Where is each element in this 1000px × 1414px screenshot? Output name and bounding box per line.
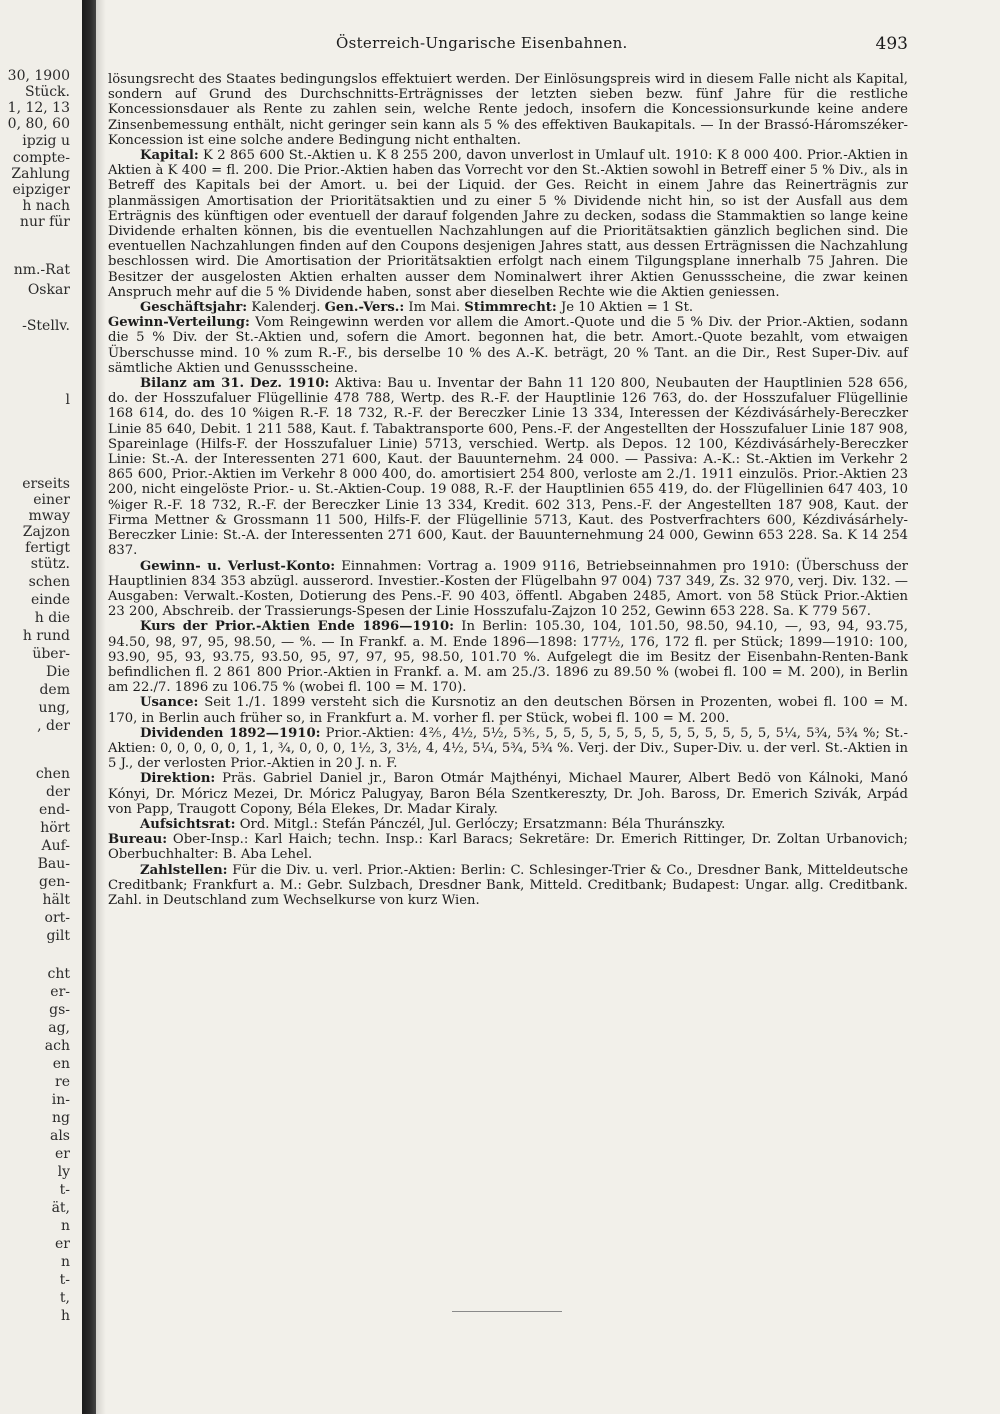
margin-fragment: -Stellv. bbox=[22, 318, 70, 334]
margin-fragment: 30, 1900 bbox=[7, 68, 70, 84]
margin-fragment: schen bbox=[28, 574, 70, 590]
margin-fragment: mway bbox=[28, 508, 70, 524]
margin-fragment: stütz. bbox=[30, 556, 70, 572]
margin-fragment: ag, bbox=[48, 1020, 70, 1036]
margin-fragment: compte- bbox=[12, 150, 70, 166]
margin-fragment: hält bbox=[42, 892, 70, 908]
margin-fragment: ung, bbox=[38, 700, 70, 716]
margin-fragment: Stück. bbox=[24, 84, 70, 100]
margin-fragment: Auf- bbox=[41, 838, 70, 854]
dividends-section: Dividenden 1892—1910: Prior.-Aktien: 4⅖, 4½, 5½, 5⅗, 5, 5, 5, 5, 5, 5, 5, 5, 5, 5, 5, 5, 5, 5¼, 5¾, 5¾ %; St.-Aktien: 0, 0, 0, 0, 0, 1, 1, ¾, 0, 0, 0, 1½, 3, 3½, 4, 4½, 5¼, 5¾, 5¾ %. Verj. der Div., Super-Div. u. der verl. St.-Aktien in 5 J., der verlosten Prior.-Aktien in 20 J. n. F. bbox=[108, 725, 909, 772]
page-header bbox=[108, 34, 908, 56]
margin-fragment: 0, 80, 60 bbox=[7, 116, 70, 132]
margin-fragment: Oskar bbox=[27, 282, 70, 298]
running-title: Österreich-Ungarische Eisenbahnen. bbox=[336, 34, 628, 52]
margin-fragment: nur für bbox=[19, 214, 70, 230]
board-section: Direktion: Präs. Gabriel Daniel jr., Baron Otmár Majthényi, Michael Maurer, Albert Bedö von Kálnoki, Manó Kónyi, Dr. Móricz Mezei, Dr. Móricz Palugyay, Baron Béla Szentkereszty, Dr. Joh. Baross, Dr. Emerich Szivák, Arpád von Papp, Traugott Copony, Béla Elekes, Dr. Madar Kiraly. bbox=[108, 771, 908, 817]
margin-fragment: Die bbox=[46, 664, 70, 680]
margin-fragment: h nach bbox=[22, 198, 70, 214]
margin-fragment: hört bbox=[40, 820, 70, 836]
margin-fragment: re bbox=[55, 1074, 70, 1090]
section-label: Aufsichtsrat: bbox=[140, 816, 236, 832]
usance-section: Usance: Seit 1./1. 1899 versteht sich die Kursnotiz an den deutschen Börsen in Prozenten, wobei fl. 100 = M. 170, in Berlin auch früher so, in Frankfurt a. M. vorher fl. per Stück, wobei fl. 100 = M. 200. bbox=[108, 695, 908, 726]
margin-fragment: er- bbox=[50, 984, 70, 1000]
margin-fragment: , der bbox=[37, 718, 70, 734]
gutter-shadow bbox=[96, 0, 106, 1414]
margin-fragment: ly bbox=[57, 1164, 70, 1180]
business-year-section: Geschäftsjahr: Kalenderj. Gen.-Vers.: Im Mai. Stimmrecht: Je 10 Aktien = 1 St. bbox=[140, 300, 694, 316]
section-label: Gewinn- u. Verlust-Konto: bbox=[140, 558, 336, 574]
margin-fragment: nm.-Rat bbox=[13, 262, 70, 278]
section-label: Kurs der Prior.-Aktien Ende 1896—1910: bbox=[140, 619, 454, 635]
margin-fragment: über- bbox=[32, 646, 70, 662]
margin-fragment: ät, bbox=[51, 1200, 70, 1216]
section-label: Bureau: bbox=[108, 832, 168, 848]
margin-fragment: gen- bbox=[39, 874, 70, 890]
section-label: Dividenden 1892—1910: bbox=[140, 725, 321, 741]
margin-fragment: end- bbox=[39, 802, 70, 818]
margin-fragment: Zahlung bbox=[11, 166, 70, 182]
capital-section: Kapital: K 2 865 600 St.-Aktien u. K 8 255 200, davon unverlost in Umlauf ult. 1910: K 8 000 400. Prior.-Aktien in Aktien à K 400 = fl. 200. Die Prior.-Aktien haben das Vorrecht vor den St.-Aktien sowohl in Betreff einer 5 % Div., als in Betreff des Kapitals bei der Amort. u. bei der Liquid. der Ges. Reicht in einem Jahre das Reinerträgnis zur planmässigen Amortisation der Prioritätsaktien und zu einer 5 % Dividende nicht hin, so ist der Ausfall aus dem Erträgnis des künftigen oder eventuell der darauf folgenden Jahre zu decken, sodass die Stammaktien so lange keine Dividende erhalten können, bis die eventuellen Nachzahlungen auf die Prioritätsaktien gänzlich beglichen sind. Die eventuellen Nachzahlungen finden auf den Coupons desjenigen Jahres statt, aus dessen Erträgnissen die Nachzahlung beschlossen wird. Die Amortisation der Prioritätsaktien erfolgt nach einem Tilgungsplane innerhalb 75 Jahren. Die Besitzer der ausgelosten Aktien erhalten ausser dem Nominalwert ihrer Aktien Genussscheine, die zwar keinen Anspruch mehr auf die 5 % Dividende haben, sonst aber dieselben Rechte wie die Aktien geniessen. bbox=[108, 148, 908, 300]
margin-fragment: einer bbox=[33, 492, 70, 508]
margin-fragment: h bbox=[60, 1308, 70, 1324]
margin-fragment: t- bbox=[59, 1182, 70, 1198]
margin-fragment: er bbox=[55, 1236, 70, 1252]
section-label: Geschäftsjahr: bbox=[140, 300, 248, 316]
margin-fragment: 1, 12, 13 bbox=[7, 100, 70, 116]
margin-fragment: ipzig u bbox=[22, 133, 70, 149]
margin-fragment: n bbox=[60, 1254, 70, 1270]
section-label: Direktion: bbox=[140, 771, 216, 787]
page-body bbox=[108, 72, 908, 908]
margin-fragment: chen bbox=[35, 766, 70, 782]
margin-fragment: in- bbox=[51, 1092, 70, 1108]
supervisory-board-section: Aufsichtsrat: Ord. Mitgl.: Stefán Pánczél, Jul. Gerlóczy; Ersatzmann: Béla Thuránszky. bbox=[140, 816, 726, 832]
section-label: Gewinn-Verteilung: bbox=[108, 315, 250, 331]
margin-fragment: gilt bbox=[46, 928, 70, 944]
previous-page-margin bbox=[0, 0, 82, 1414]
margin-fragment: als bbox=[49, 1128, 70, 1144]
paying-agents-section: Zahlstellen: Für die Div. u. verl. Prior.-Aktien: Berlin: C. Schlesinger-Trier & Co., Dresdner Bank, Mitteldeutsche Creditbank; Frankfurt a. M.: Gebr. Sulzbach, Dresdner Bank, Mitteld. Creditbank; Budapest: Ungar. allg. Creditbank. Zahl. in Deutschland zum Wechselkurse von kurz Wien. bbox=[108, 862, 908, 908]
margin-fragment: Zajzon bbox=[22, 524, 70, 540]
margin-fragment: der bbox=[46, 784, 70, 800]
profit-loss-section: Gewinn- u. Verlust-Konto: Einnahmen: Vortrag a. 1909 9116, Betriebseinnahmen pro 1910: (Überschuss der Hauptlinien 834 353 abzügl. ausserord. Investier.-Kosten der Flügelbahn 97 004) 737 349, Zs. 32 970, verj. Div. 132. — Ausgaben: Verwalt.-Kosten, Dotierung des Pens.-F. 90 403, öffentl. Abgaben 2485, Amort. von 58 Stück Prior.-Aktien 23 200, Abschreib. der Trassierungs-Spesen der Linie Hosszufalu-Zajzon 10 252, Gewinn 653 228. Sa. K 779 567. bbox=[108, 558, 908, 620]
office-section: Bureau: Ober-Insp.: Karl Haich; techn. Insp.: Karl Baracs; Sekretäre: Dr. Emerich Rittinger, Dr. Zoltan Urbanovich; Oberbuchhalter: B. Aba Lehel. bbox=[108, 832, 908, 863]
section-label: Zahlstellen: bbox=[140, 862, 228, 878]
share-price-section: Kurs der Prior.-Aktien Ende 1896—1910: In Berlin: 105.30, 104, 101.50, 98.50, 94.10, —, 93, 94, 93.75, 94.50, 98, 97, 95, 98.50, — %. — In Frankf. a. M. Ende 1896—1898: 177½, 176, 172 fl. per Stück; 1899—1910: 100, 93.90, 95, 93, 93.75, 93.50, 95, 97, 97, 95, 98.50, 101.70 %. Aufgelegt die im Besitz der Eisenbahn-Renten-Bank befindlichen fl. 2 861 800 Prior.-Aktien in Frankf. a. M. am 25./3. 1896 zu 89.50 % (wobei fl. 100 = M. 200), in Berlin am 22./7. 1896 zu 106.75 % (wobei fl. 100 = M. 170). bbox=[108, 619, 908, 696]
margin-fragment: n bbox=[60, 1218, 70, 1234]
margin-fragment: erseits bbox=[22, 476, 70, 492]
section-label: Gen.-Vers.: bbox=[324, 300, 405, 316]
margin-fragment: fertigt bbox=[25, 540, 70, 556]
margin-fragment: h rund bbox=[22, 628, 70, 644]
section-label: Bilanz am 31. Dez. 1910: bbox=[140, 376, 330, 392]
margin-fragment: Bau- bbox=[37, 856, 70, 872]
margin-fragment: l bbox=[65, 392, 70, 408]
margin-fragment: dem bbox=[39, 682, 70, 698]
profit-distribution-section: Gewinn-Verteilung: Vom Reingewinn werden vor allem die Amort.-Quote und die 5 % Div. der Prior.-Aktien, sodann die 5 % Div. der St.-Aktien und, sofern die Amort. begonnen hat, die betr. Amort.-Quote bezahlt, vom etwaigen Überschusse mind. 10 % zum R.-F., bis derselbe 10 % des A.-K. beträgt, 20 % Tant. an die Dir., Rest Super-Div. auf sämtliche Aktien und Genussscheine. bbox=[108, 315, 908, 376]
margin-fragment: t- bbox=[59, 1272, 70, 1288]
margin-fragment: ort- bbox=[44, 910, 70, 926]
margin-fragment: t, bbox=[59, 1290, 70, 1306]
section-label: Usance: bbox=[140, 695, 199, 711]
margin-fragment: eipziger bbox=[12, 182, 70, 198]
balance-sheet-section: Bilanz am 31. Dez. 1910: Aktiva: Bau u. Inventar der Bahn 11 120 800, Neubauten der Hauptlinien 528 656, do. der Hosszufaluer Flügellinie 478 788, Wertp. des R.-F. der Hauptlinie 126 763, do. der Hosszufaluer Flügellinie 168 614, do. des 10 %igen R.-F. 18 732, R.-F. der Bereczker Linie 13 334, Interessen der Kézdivásárhely-Bereczker Linie 85 640, Debit. 1 211 588, Kaut. f. Tabaktransporte 600, Pens.-F. der Angestellten der Hosszufaluer Linie 187 908, Spareinlage (Hilfs-F. der Hosszufaluer Linie) 5713, verschied. Wertp. als Depos. 12 100, Kézdivásárhely-Bereczker Linie: St.-A. der Interessenten 271 600, Kaut. der Bauunternehm. 24 000. — Passiva: A.-K.: St.-Aktien im Verkehr 2 865 600, Prior.-Aktien im Verkehr 8 000 400, do. amortisiert 254 800, verloste am 2./1. 1911 einzulös. Prior.-Aktien 23 200, nicht eingelöste Prior.- u. St.-Aktien-Coup. 19 088, R.-F. der Hauptlinien 655 419, do. der Flügellinien 647 403, 10 %iger R.-F. 18 732, R.-F. der Bereczker Linie 13 334, Kredit. 602 313, Pens.-F. der Angestellten 187 908, Kaut. der Firma Mettner & Grossmann 11 500, Hilfs-F. der Flügellinie 5713, Kaut. des Postverfrachters 600, Kézdivásárhely-Bereczker Linie: St.-A. der Interessenten 271 600, Kaut. der Bauunternehmung 24 000, Gewinn 653 228. Sa. K 14 254 837. bbox=[108, 376, 908, 559]
margin-fragment: einde bbox=[30, 592, 70, 608]
section-label: Stimmrecht: bbox=[464, 300, 557, 316]
margin-fragment: en bbox=[52, 1056, 70, 1072]
section-label: Kapital: bbox=[140, 148, 199, 164]
page-number: 493 bbox=[875, 34, 908, 54]
book-gutter bbox=[82, 0, 96, 1414]
margin-fragment: cht bbox=[47, 966, 70, 982]
margin-fragment: er bbox=[55, 1146, 70, 1162]
margin-fragment: ach bbox=[44, 1038, 70, 1054]
margin-fragment: h die bbox=[34, 610, 70, 626]
margin-fragment: ng bbox=[52, 1110, 70, 1126]
redemption-paragraph: lösungsrecht des Staates bedingungslos effektuiert werden. Der Einlösungspreis wird in diesem Falle nicht als Kapital, sondern auf Grund des Durchschnitts-Erträgnisses der letzten sieben bezw. fünf Jahre für die restliche Koncessionsdauer als Rente zu zahlen sein, welche Rente jedoch, insofern die Koncessionsurkunde keine andere Zinsenbemessung enthält, nicht geringer sein kann als 5 % des effektiven Baukapitals. — In der Brassó-Háromszéker-Koncession ist eine solche andere Bedingung nicht enthalten. bbox=[108, 72, 908, 148]
margin-fragment: gs- bbox=[49, 1002, 70, 1018]
end-rule bbox=[452, 1311, 562, 1312]
